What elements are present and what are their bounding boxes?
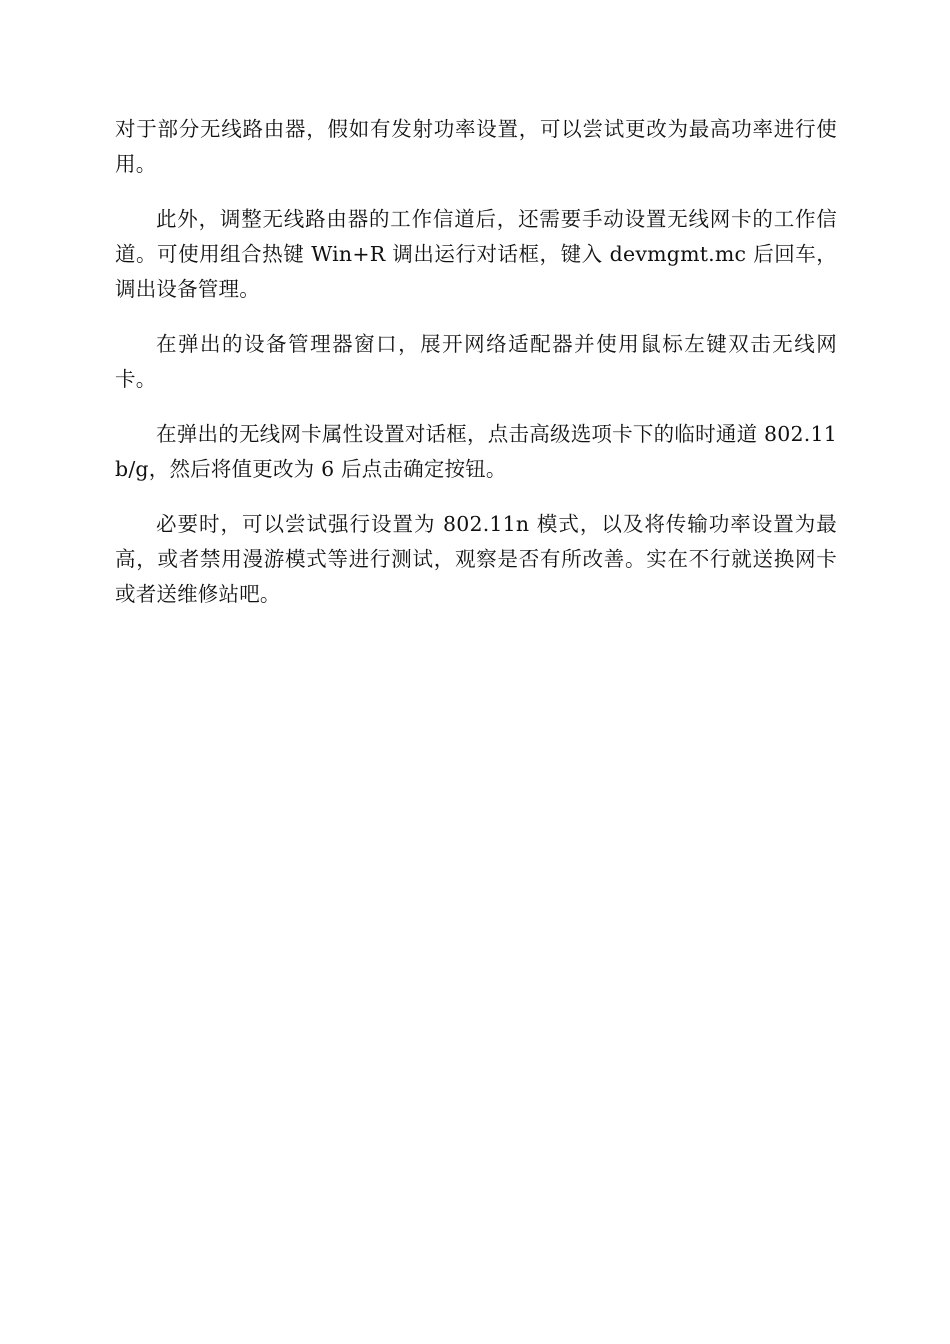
paragraph-2: 此外，调整无线路由器的工作信道后，还需要手动设置无线网卡的工作信道。可使用组合热键 Win+R 调出运行对话框，键入 devmgmt.mc 后回车，调出设备管理。 [115,207,837,301]
paragraph-3: 在弹出的设备管理器窗口，展开网络适配器并使用鼠标左键双击无线网卡。 [115,332,837,391]
paragraph-4: 在弹出的无线网卡属性设置对话框，点击高级选项卡下的临时通道 802.11b/g，然后将值更改为 6 后点击确定按钮。 [115,422,837,481]
document-body [115,112,837,632]
paragraph-1: 对于部分无线路由器，假如有发射功率设置，可以尝试更改为最高功率进行使用。 [115,117,837,176]
paragraph-5: 必要时，可以尝试强行设置为 802.11n 模式，以及将传输功率设置为最高，或者禁用漫游模式等进行测试，观察是否有所改善。实在不行就送换网卡或者送维修站吧。 [115,512,837,606]
